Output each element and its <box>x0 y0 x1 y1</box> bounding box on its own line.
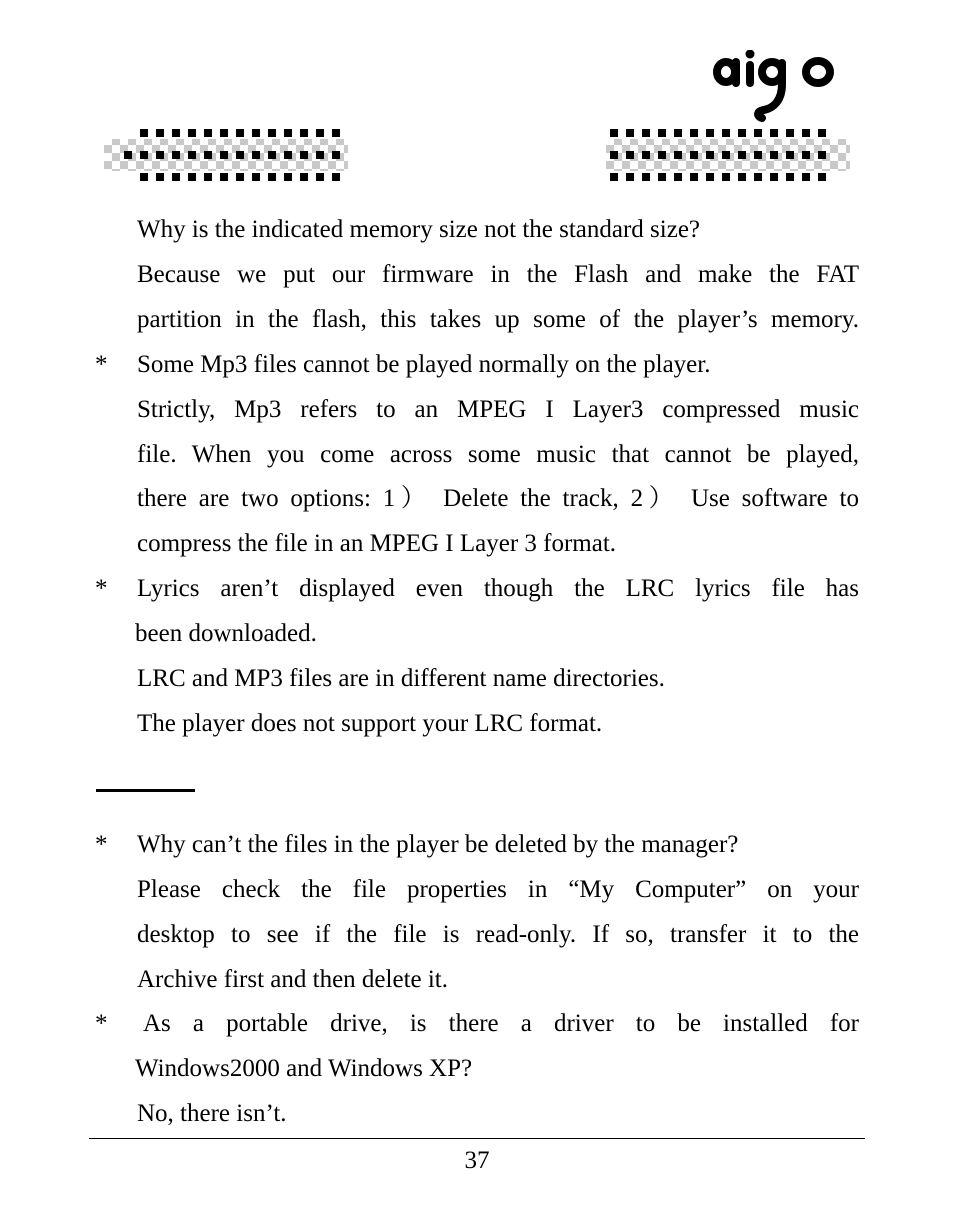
faq-question-3-line-2: been downloaded. <box>135 620 317 647</box>
faq-answer-5: No, there isn’t. <box>137 1100 287 1127</box>
bullet-marker: * <box>95 1010 108 1037</box>
bullet-marker: * <box>95 351 108 378</box>
bullet-marker: * <box>95 575 108 602</box>
faq-answer-2-line-3: there are two options: 1） Delete the track, 2） Use software to <box>137 485 859 512</box>
faq-question-1: Why is the indicated memory size not the standard size? <box>137 216 701 243</box>
checkered-banner-left <box>104 129 348 181</box>
faq-question-4: Why can’t the files in the player be deleted by the manager? <box>137 831 739 858</box>
checkered-banner-right <box>606 129 850 181</box>
faq-question-5-line-1: As a portable drive, is there a driver to be installed for <box>143 1010 859 1037</box>
faq-answer-2-line-4: compress the file in an MPEG I Layer 3 format. <box>137 530 617 557</box>
faq-answer-4-line-1: Please check the file properties in “My Computer” on your <box>137 876 859 903</box>
page-number: 37 <box>464 1147 490 1174</box>
faq-question-2: Some Mp3 files cannot be played normally on the player. <box>137 351 711 378</box>
aigo-logo <box>712 50 840 122</box>
faq-answer-2-line-1: Strictly, Mp3 refers to an MPEG I Layer3 compressed music <box>137 396 859 423</box>
faq-answer-4-line-2: desktop to see if the file is read-only. If so, transfer it to the <box>137 921 859 948</box>
faq-question-5-line-2: Windows2000 and Windows XP? <box>135 1055 473 1082</box>
faq-answer-1-line-2: partition in the flash, this takes up some of the player’s memory. <box>137 306 859 333</box>
faq-answer-3-line-1: LRC and MP3 files are in different name directories. <box>137 665 665 692</box>
bullet-marker: * <box>95 831 108 858</box>
faq-question-3-line-1: Lyrics aren’t displayed even though the LRC lyrics file has <box>137 575 859 602</box>
faq-answer-1-line-1: Because we put our firmware in the Flash and make the FAT <box>137 261 859 288</box>
footer-rule <box>89 1138 865 1139</box>
section-divider <box>96 789 195 792</box>
faq-answer-4-line-3: Archive first and then delete it. <box>137 966 448 993</box>
faq-answer-2-line-2: file. When you come across some music that cannot be played, <box>137 441 859 468</box>
faq-answer-3-line-2: The player does not support your LRC format. <box>137 710 603 737</box>
